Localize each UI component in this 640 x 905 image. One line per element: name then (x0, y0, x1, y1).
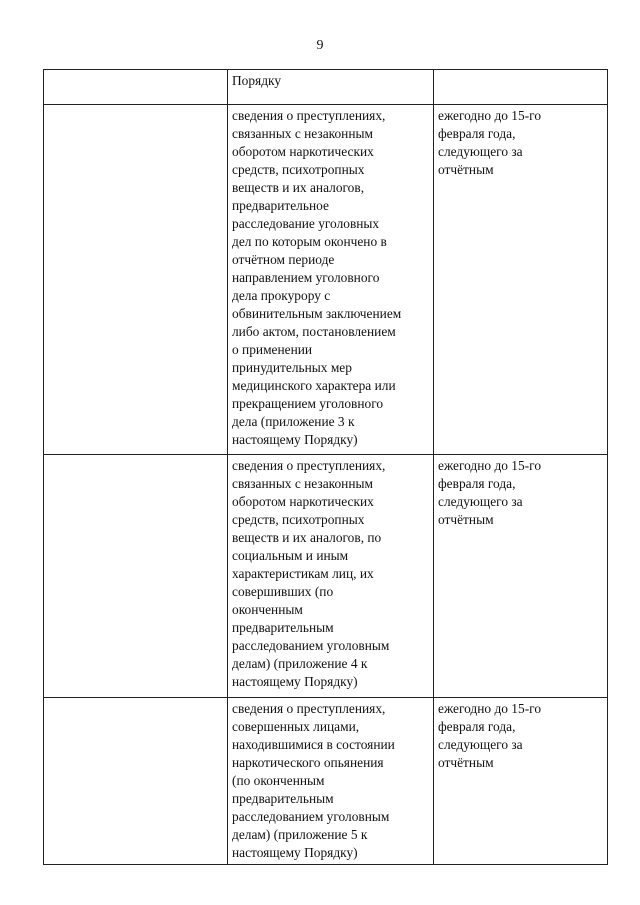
table-row (44, 105, 608, 455)
table-row (44, 455, 608, 698)
table-cell-deadline (434, 70, 608, 105)
table-cell-empty (44, 455, 228, 698)
table-cell-deadline: ежегодно до 15-го февраля года, следующего за отчётным (434, 698, 608, 865)
document-table (43, 69, 608, 865)
table-cell-deadline: ежегодно до 15-го февраля года, следующего за отчётным (434, 455, 608, 698)
page-number: 9 (316, 38, 324, 53)
table-cell-description: сведения о преступлениях, связанных с незаконным оборотом наркотических средств, психотропных веществ и их аналогов, предварительное расследование уголовных дел по которым окончено в отчётном периоде направлением уголовного дела прокурору с обвинительным заключением либо актом, постановлением о применении принудительных мер медицинского характера или прекращением уголовного дела (приложение 3 к настоящему Порядку) (228, 105, 434, 455)
table-row (44, 70, 608, 105)
table-cell-deadline: ежегодно до 15-го февраля года, следующего за отчётным (434, 105, 608, 455)
table-cell-description: сведения о преступлениях, связанных с незаконным оборотом наркотических средств, психотропных веществ и их аналогов, по социальным и иным характеристикам лиц, их совершивших (по оконченным предварительным расследованием уголовным делам) (приложение 4 к настоящему Порядку) (228, 455, 434, 698)
table-row (44, 698, 608, 865)
table-cell-description: Порядку (228, 70, 434, 105)
table-cell-empty (44, 105, 228, 455)
table-cell-description: сведения о преступлениях, совершенных лицами, находившимися в состоянии наркотического опьянения (по оконченным предварительным расследованием уголовным делам) (приложение 5 к настоящему Порядку) (228, 698, 434, 865)
table-cell-empty (44, 698, 228, 865)
table-cell-empty (44, 70, 228, 105)
